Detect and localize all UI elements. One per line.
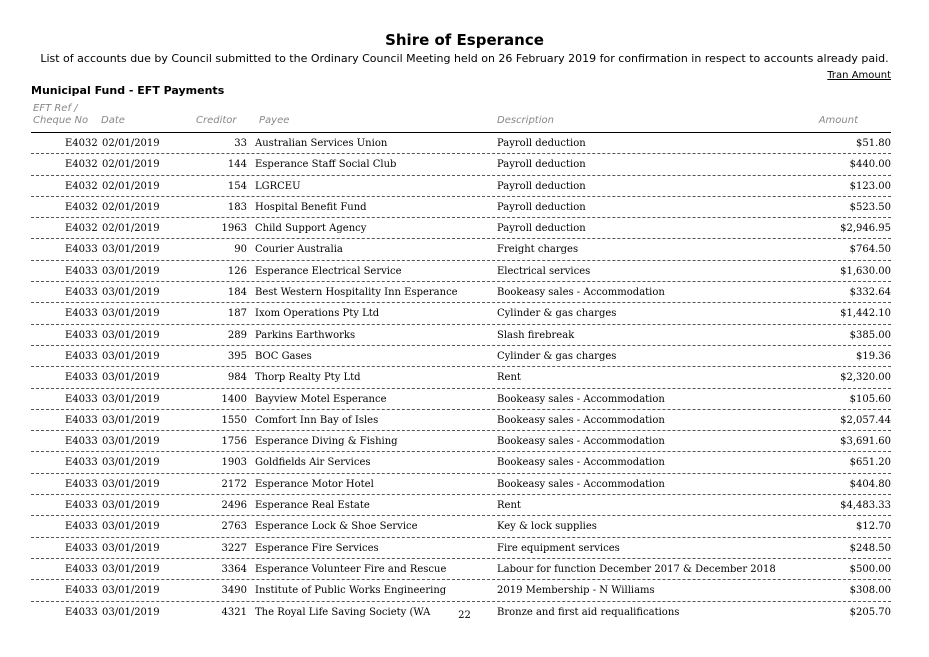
cell-creditor: 126: [227, 265, 247, 277]
cell-description: Bronze and first aid requalifications: [497, 606, 680, 618]
cell-ref: E4033: [65, 478, 98, 490]
cell-ref: E4033: [65, 500, 98, 512]
cell-date: 02/01/2019: [102, 223, 160, 235]
cell-ref: E4033: [65, 436, 98, 448]
cell-description: Bookeasy sales - Accommodation: [497, 478, 665, 490]
cell-ref: E4032: [65, 223, 98, 235]
cell-payee: Institute of Public Works Engineering: [255, 585, 447, 597]
table-row: [31, 261, 891, 282]
cell-date: 03/01/2019: [102, 244, 160, 256]
column-header-description: Description: [497, 115, 554, 126]
cell-payee: Ixom Operations Pty Ltd: [255, 308, 380, 320]
cell-creditor: 3227: [221, 542, 247, 554]
table-row: [31, 389, 891, 410]
cell-ref: E4032: [65, 180, 98, 192]
cell-creditor: 289: [227, 329, 247, 341]
table-row: [31, 538, 891, 559]
cell-amount: $385.00: [849, 329, 891, 341]
cell-amount: $651.20: [849, 457, 891, 469]
cell-date: 02/01/2019: [102, 201, 160, 213]
cell-description: Labour for function December 2017 & December 2018: [497, 563, 776, 575]
cell-amount: $404.80: [849, 478, 891, 490]
cell-date: 03/01/2019: [102, 542, 160, 554]
cell-amount: $105.60: [849, 393, 891, 405]
cell-date: 03/01/2019: [102, 350, 160, 362]
cell-creditor: 984: [227, 372, 247, 384]
table-header: [31, 102, 891, 133]
cell-payee: Esperance Electrical Service: [255, 265, 402, 277]
cell-date: 03/01/2019: [102, 606, 160, 618]
page-subtitle: List of accounts due by Council submitted to the Ordinary Council Meeting held on 26 February 2019 for confirmation in respect to accounts already paid.: [40, 52, 889, 65]
cell-amount: $12.70: [856, 521, 891, 533]
cell-ref: E4033: [65, 457, 98, 469]
table-row: [31, 346, 891, 367]
cell-creditor: 154: [227, 180, 247, 192]
cell-amount: $1,630.00: [840, 265, 891, 277]
table-row: [31, 452, 891, 473]
cell-ref: E4033: [65, 542, 98, 554]
cell-creditor: 144: [227, 159, 247, 171]
cell-amount: $500.00: [849, 563, 891, 575]
cell-description: Cylinder & gas charges: [497, 350, 617, 362]
cell-description: Fire equipment services: [497, 542, 620, 554]
cell-amount: $3,691.60: [840, 436, 891, 448]
cell-amount: $205.70: [849, 606, 891, 618]
page-number: 22: [458, 610, 471, 621]
table-row: [31, 303, 891, 324]
cell-amount: $51.80: [856, 138, 891, 149]
cell-payee: Esperance Lock & Shoe Service: [255, 521, 418, 533]
table-row: [31, 580, 891, 601]
cell-date: 03/01/2019: [102, 521, 160, 533]
cell-creditor: 4321: [221, 606, 247, 618]
cell-creditor: 33: [234, 138, 247, 149]
cell-ref: E4032: [65, 159, 98, 171]
cell-payee: LGRCEU: [255, 180, 301, 192]
table-row: [31, 239, 891, 260]
cell-description: Payroll deduction: [497, 159, 586, 171]
payments-table-body: [31, 133, 891, 622]
cell-payee: Parkins Earthworks: [255, 329, 356, 341]
cell-creditor: 1550: [221, 414, 247, 426]
cell-date: 03/01/2019: [102, 500, 160, 512]
tran-amount-label: Tran Amount: [827, 70, 891, 81]
cell-ref: E4033: [65, 308, 98, 320]
cell-description: Electrical services: [497, 265, 591, 277]
cell-date: 03/01/2019: [102, 563, 160, 575]
cell-amount: $2,320.00: [840, 372, 891, 384]
cell-creditor: 1963: [221, 223, 247, 235]
cell-amount: $4,483.33: [840, 500, 891, 512]
cell-creditor: 1903: [221, 457, 247, 469]
cell-ref: E4032: [65, 201, 98, 213]
cell-date: 03/01/2019: [102, 372, 160, 384]
table-row: [31, 197, 891, 218]
cell-amount: $308.00: [849, 585, 891, 597]
table-row: [31, 133, 891, 154]
cell-ref: E4033: [65, 350, 98, 362]
cell-payee: Courier Australia: [255, 244, 343, 256]
cell-payee: Goldfields Air Services: [255, 457, 371, 469]
column-header-ref-line2: Cheque No: [33, 115, 89, 126]
column-header-ref-line1: EFT Ref /: [33, 103, 78, 114]
cell-amount: $523.50: [849, 201, 891, 213]
cell-creditor: 187: [227, 308, 247, 320]
table-row: [31, 410, 891, 431]
cell-creditor: 1756: [221, 436, 247, 448]
cell-date: 03/01/2019: [102, 329, 160, 341]
table-row: [31, 516, 891, 537]
page-title: Shire of Esperance: [385, 31, 544, 49]
cell-date: 02/01/2019: [102, 138, 160, 149]
cell-ref: E4033: [65, 414, 98, 426]
cell-description: Rent: [497, 500, 521, 512]
table-row: [31, 176, 891, 197]
cell-description: Bookeasy sales - Accommodation: [497, 287, 665, 299]
table-row: [31, 367, 891, 388]
cell-description: Cylinder & gas charges: [497, 308, 617, 320]
table-row: [31, 218, 891, 239]
cell-ref: E4033: [65, 393, 98, 405]
cell-payee: Bayview Motel Esperance: [255, 393, 387, 405]
cell-description: Key & lock supplies: [497, 521, 597, 533]
cell-ref: E4033: [65, 521, 98, 533]
cell-payee: Esperance Real Estate: [255, 500, 370, 512]
cell-date: 02/01/2019: [102, 159, 160, 171]
cell-description: Bookeasy sales - Accommodation: [497, 414, 665, 426]
table-row: [31, 559, 891, 580]
cell-payee: Thorp Realty Pty Ltd: [255, 372, 361, 384]
column-header-date: Date: [101, 115, 125, 126]
cell-ref: E4033: [65, 244, 98, 256]
cell-payee: Esperance Fire Services: [255, 542, 379, 554]
cell-amount: $123.00: [849, 180, 891, 192]
cell-description: Freight charges: [497, 244, 579, 256]
cell-amount: $2,946.95: [840, 223, 891, 235]
cell-ref: E4033: [65, 329, 98, 341]
table-row: [31, 474, 891, 495]
cell-payee: Esperance Diving & Fishing: [255, 436, 398, 448]
cell-date: 03/01/2019: [102, 478, 160, 490]
cell-date: 03/01/2019: [102, 265, 160, 277]
cell-ref: E4033: [65, 287, 98, 299]
cell-creditor: 1400: [221, 393, 247, 405]
cell-description: Payroll deduction: [497, 180, 586, 192]
cell-creditor: 184: [227, 287, 247, 299]
cell-creditor: 3364: [221, 563, 247, 575]
cell-amount: $19.36: [856, 350, 891, 362]
cell-date: 03/01/2019: [102, 393, 160, 405]
cell-payee: Esperance Staff Social Club: [255, 159, 397, 171]
column-header-payee: Payee: [259, 115, 290, 126]
cell-description: Bookeasy sales - Accommodation: [497, 393, 665, 405]
cell-creditor: 2172: [221, 478, 247, 490]
cell-creditor: 395: [227, 350, 247, 362]
cell-ref: E4033: [65, 265, 98, 277]
cell-description: Bookeasy sales - Accommodation: [497, 457, 665, 469]
cell-ref: E4033: [65, 585, 98, 597]
cell-description: Slash firebreak: [497, 329, 575, 341]
cell-description: Rent: [497, 372, 521, 384]
cell-date: 03/01/2019: [102, 308, 160, 320]
cell-amount: $248.50: [849, 542, 891, 554]
table-row: [31, 325, 891, 346]
table-row: [31, 282, 891, 303]
cell-creditor: 90: [234, 244, 247, 256]
column-header-ref: [33, 103, 88, 127]
cell-payee: BOC Gases: [255, 350, 312, 362]
cell-date: 03/01/2019: [102, 457, 160, 469]
cell-ref: E4033: [65, 563, 98, 575]
cell-creditor: 3490: [221, 585, 247, 597]
cell-payee: Esperance Volunteer Fire and Rescue: [255, 563, 447, 575]
cell-amount: $764.50: [849, 244, 891, 256]
cell-payee: Hospital Benefit Fund: [255, 201, 367, 213]
cell-date: 03/01/2019: [102, 414, 160, 426]
cell-payee: Child Support Agency: [255, 223, 367, 235]
cell-creditor: 2496: [221, 500, 247, 512]
cell-payee: Australian Services Union: [255, 138, 388, 149]
cell-date: 03/01/2019: [102, 436, 160, 448]
cell-date: 03/01/2019: [102, 585, 160, 597]
cell-payee: Best Western Hospitality Inn Esperance: [255, 287, 458, 299]
column-header-amount: Amount: [818, 115, 858, 126]
cell-description: 2019 Membership - N Williams: [497, 585, 655, 597]
column-header-creditor: Creditor: [196, 115, 237, 126]
cell-amount: $2,057.44: [840, 414, 891, 426]
cell-description: Payroll deduction: [497, 223, 586, 235]
cell-date: 02/01/2019: [102, 180, 160, 192]
cell-creditor: 183: [227, 201, 247, 213]
cell-ref: E4032: [65, 138, 98, 149]
cell-creditor: 2763: [221, 521, 247, 533]
table-row: [31, 495, 891, 516]
cell-payee: Comfort Inn Bay of Isles: [255, 414, 379, 426]
cell-description: Payroll deduction: [497, 201, 586, 213]
table-row: [31, 154, 891, 175]
cell-description: Bookeasy sales - Accommodation: [497, 436, 665, 448]
cell-amount: $332.64: [849, 287, 891, 299]
cell-ref: E4033: [65, 372, 98, 384]
cell-payee: Esperance Motor Hotel: [255, 478, 374, 490]
cell-date: 03/01/2019: [102, 287, 160, 299]
section-title: Municipal Fund - EFT Payments: [31, 84, 225, 97]
cell-payee: The Royal Life Saving Society (WA: [255, 606, 431, 618]
cell-amount: $1,442.10: [840, 308, 891, 320]
cell-amount: $440.00: [849, 159, 891, 171]
cell-description: Payroll deduction: [497, 138, 586, 149]
cell-ref: E4033: [65, 606, 98, 618]
table-row: [31, 431, 891, 452]
